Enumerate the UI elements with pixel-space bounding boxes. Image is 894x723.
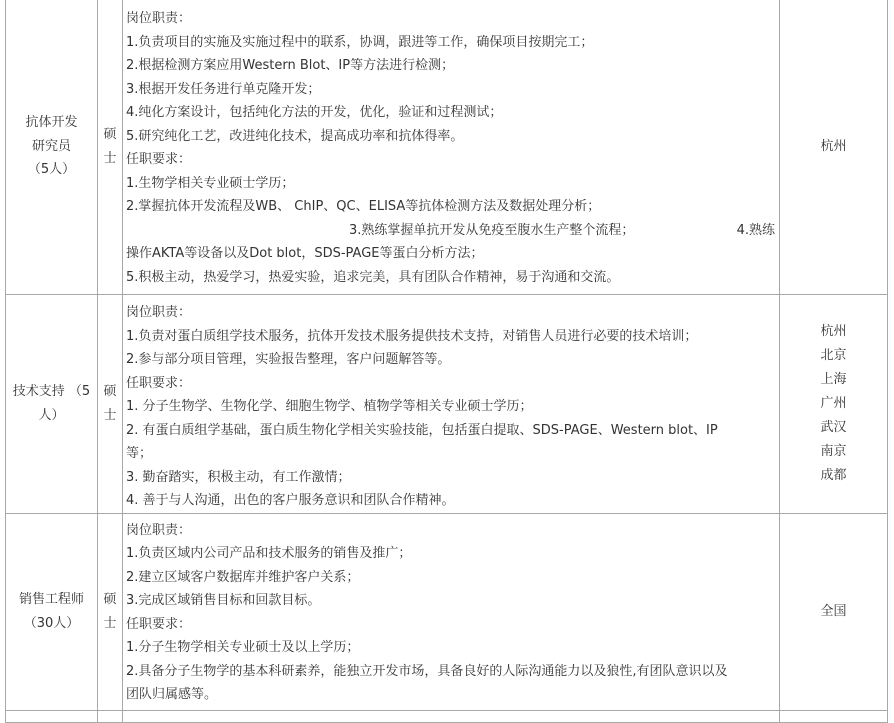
- description-cell: [123, 513, 780, 710]
- degree-char: 硕: [103, 127, 117, 142]
- requirement-item: [126, 219, 777, 243]
- location-item: 杭州: [820, 323, 847, 339]
- requirement-item-part: 4.熟练: [736, 222, 775, 238]
- description-cell: [123, 295, 780, 514]
- requirement-item: 操作AKTA等设备以及Dot blot，SDS-PAGE等蛋白分析方法；: [126, 246, 484, 261]
- table-cell: [98, 710, 123, 722]
- degree-char: 硕: [103, 592, 117, 607]
- duty-item: 2.参与部分项目管理，实验报告整理，客户问题解答等。: [126, 352, 451, 367]
- requirement-item: 团队归属感等。: [126, 687, 218, 702]
- job-table: [5, 0, 888, 723]
- position-title-cell: [6, 513, 98, 710]
- position-title-line: （30人）: [23, 615, 80, 631]
- position-title-line: 人）: [38, 407, 65, 423]
- duty-item: 2.根据检测方案应用Western Blot、IP等方法进行检测；: [126, 58, 455, 73]
- location-cell: [780, 0, 888, 295]
- location-item: 全国: [820, 603, 847, 619]
- position-title-cell: [6, 0, 98, 295]
- table-cell: [780, 710, 888, 722]
- position-title-line: （5人）: [27, 162, 76, 178]
- location-cell: [780, 513, 888, 710]
- location-cell: [780, 295, 888, 514]
- degree-cell: [98, 0, 123, 295]
- description-cell: [123, 0, 780, 295]
- table-cell: [123, 710, 780, 722]
- degree-cell: [98, 295, 123, 514]
- duty-item: 1.负责区域内公司产品和技术服务的销售及推广；: [126, 546, 412, 561]
- table-row: [6, 513, 888, 710]
- position-title-line: 销售工程师: [18, 592, 84, 607]
- location-item: 南京: [820, 443, 847, 459]
- location-item: 广州: [820, 395, 847, 411]
- requirements-header: 任职要求：: [126, 375, 192, 391]
- requirement-item: 2.具备分子生物学的基本科研素养，能独立开发市场，具备良好的人际沟通能力以及狼性,有团队意识以及: [126, 663, 728, 679]
- degree-char: 士: [103, 407, 117, 423]
- degree-char: 硕: [103, 384, 117, 400]
- table-row: [6, 0, 888, 295]
- location-item: 杭州: [820, 138, 847, 154]
- location-item: 上海: [820, 371, 847, 387]
- position-title-line: 技术支持 （5: [12, 384, 91, 400]
- degree-char: 士: [103, 615, 117, 631]
- requirement-item: 1. 分子生物学、生物化学、细胞生物学、植物学等相关专业硕士学历；: [126, 399, 533, 414]
- duty-item: 4.纯化方案设计，包括纯化方法的开发，优化，验证和过程测试；: [126, 105, 503, 120]
- requirement-item: 等；: [126, 446, 153, 461]
- requirement-item: 3. 勤奋踏实，积极主动，有工作激情；: [126, 469, 351, 485]
- position-title-line: 抗体开发: [25, 115, 78, 131]
- table-cell: [6, 710, 98, 722]
- table-row: [6, 710, 888, 722]
- degree-cell: [98, 513, 123, 710]
- duties-header: 岗位职责：: [126, 11, 192, 26]
- duty-item: 3.完成区域销售目标和回款目标。: [126, 593, 321, 608]
- requirement-item: 4. 善于与人沟通，出色的客户服务意识和团队合作精神。: [126, 493, 455, 508]
- position-title-cell: [6, 295, 98, 514]
- requirement-item: 2. 有蛋白质组学基础，蛋白质生物化学相关实验技能，包括蛋白提取、SDS-PAGE、Western blot、IP: [126, 422, 718, 438]
- duties-header: 岗位职责：: [126, 522, 192, 538]
- requirement-item: 5.积极主动，热爱学习，热爱实验，追求完美，具有团队合作精神，易于沟通和交流。: [126, 269, 620, 285]
- duty-item: 5.研究纯化工艺，改进纯化技术，提高成功率和抗体得率。: [126, 128, 464, 144]
- requirements-header: 任职要求：: [126, 152, 192, 167]
- duty-item: 3.根据开发任务进行单克隆开发；: [126, 81, 321, 97]
- requirements-header: 任职要求：: [126, 616, 192, 632]
- duty-item: 2.建立区域客户数据库并维护客户关系；: [126, 569, 360, 585]
- requirement-item: 2.掌握抗体开发流程及WB、 ChIP、QC、ELISA等抗体检测方法及数据处理分析；: [126, 199, 601, 214]
- location-item: 成都: [820, 467, 847, 483]
- duties-header: 岗位职责：: [126, 305, 192, 320]
- table-row: [6, 295, 888, 514]
- requirement-item-part: 3.熟练掌握单抗开发从免疫至腹水生产整个流程；: [349, 222, 635, 238]
- duty-item: 1.负责项目的实施及实施过程中的联系，协调，跟进等工作，确保项目按期完工；: [126, 34, 594, 50]
- location-item: 北京: [820, 347, 847, 363]
- degree-char: 士: [103, 150, 117, 166]
- duty-item: 1.负责对蛋白质组学技术服务，抗体开发技术服务提供技术支持，对销售人员进行必要的技术培训；: [126, 328, 698, 344]
- position-title-line: 研究员: [31, 138, 71, 154]
- requirement-item: 1.生物学相关专业硕士学历；: [126, 175, 295, 191]
- location-item: 武汉: [820, 419, 847, 435]
- requirement-item: 1.分子生物学相关专业硕士及以上学历；: [126, 640, 360, 655]
